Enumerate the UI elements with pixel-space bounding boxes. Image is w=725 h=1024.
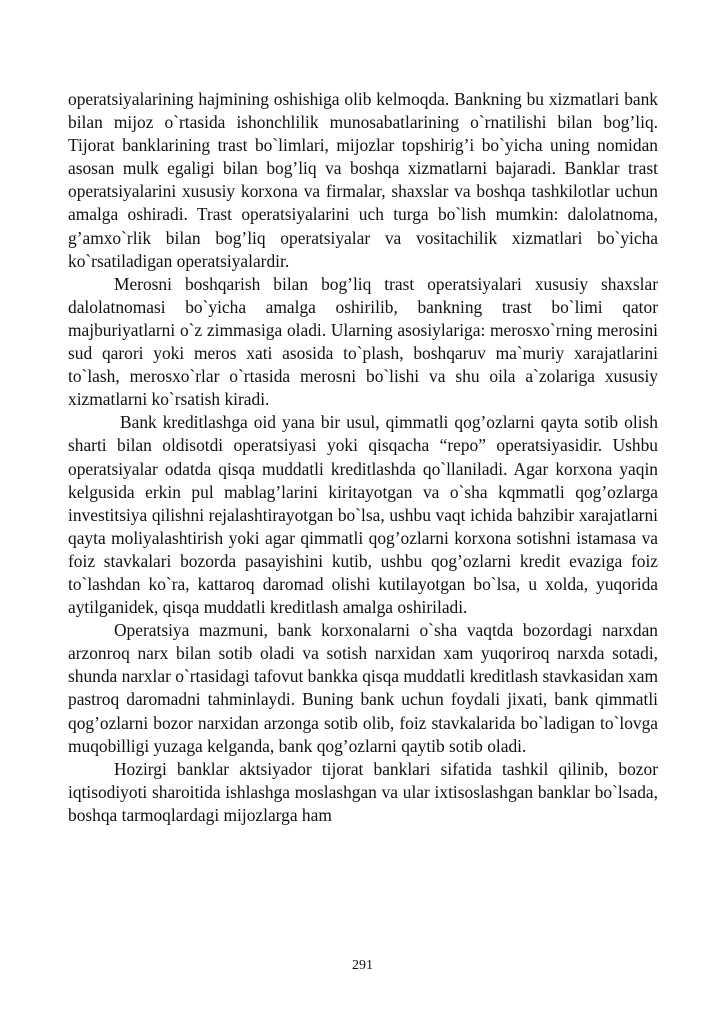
paragraph-repo-operatsiyasi: Bank kreditlashga oid yana bir usul, qimmatli qog’ozlarni qayta sotib olish sharti bilan oldisotdi operatsiyasi yoki qisqacha “repo” operatsiyasidir. Ushbu operatsiyalar odatda qisqa muddatli kreditlashda qo`llaniladi. Agar korxona yaqin kelgusida erkin pul mablag’larini kiritayotgan va o`sha kqmmatli qog’ozlarga investitsiya qilishni rejalashtirayotgan bo`lsa, ushbu vaqt ichida bahzibir xarajatlarni qayta moliyalashtirish yoki agar qimmatli qog’ozlarni korxona sotishni istamasa va foiz stavkalari bozorda pasayishini kutib, ushbu qog’ozlarni kredit evaziga foiz to`lashdan ko`ra, kattaroq daromad olishi kutilayotgan bo`lsa, u xolda, yuqorida aytilganidek, qisqa muddatli kreditlash amalga oshiriladi. bbox=[68, 412, 658, 618]
paragraph-trast-continuation: operatsiyalarining hajmining oshishiga olib kelmoqda. Bankning bu xizmatlari bank bilan mijoz o`rtasida ishonchlilik munosabatlarining o`rnatilishi bilan bog’liq. Tijorat banklarining trast bo`limlari, mijozlar topshirig’i bo`yicha uning nomidan asosan mulk egaligi bilan bog’liq va boshqa xizmatlarni bajaradi. Banklar trast operatsiyalarini xususiy korxona va firmalar, shaxslar va boshqa tashkilotlar uchun amalga oshiradi. Trast operatsiyalarini uch turga bo`lish mumkin: dalolatnoma, g’amxo`rlik bilan bog’liq operatsiyalar va vositachilik xizmatlari bo`yicha ko`rsatiladigan operatsiyalardir. bbox=[68, 89, 658, 271]
paragraph-hozirgi-banklar: Hozirgi banklar aktsiyador tijorat banklari sifatida tashkil qilinib, bozor iqtisodiyoti sharoitida ishlashga moslashgan va ular ixtisoslashgan banklar bo`lsada, boshqa tarmoqlardagi mijozlarga ham bbox=[68, 758, 658, 825]
paragraph-operatsiya-mazmuni: Operatsiya mazmuni, bank korxonalarni o`sha vaqtda bozordagi narxdan arzonroq narx bilan sotib oladi va sotish narxidan xam yuqoriroq narxda sotadi, shunda narxlar o`rtasidagi tafovut bankka qisqa muddatli kreditlash stavkasidan xam pastroq daromadni tahminlaydi. Buning bank uchun foydali jixati, bank qimmatli qog’ozlarni bozor narxidan arzonga sotib olib, foiz stavkalarida bo`ladigan to`lovga muqobilligi yuzaga kelganda, bank qog’ozlarni qaytib sotib oladi. bbox=[68, 620, 658, 756]
paragraph-meros-boshqarish: Merosni boshqarish bilan bog’liq trast operatsiyalari xususiy shaxslar dalolatnomasi bo`yicha amalga oshirilib, bankning trast bo`limi qator majburiyatlarni o`z zimmasiga oladi. Ularning asosiylariga: merosxo`rning merosini sud qarori yoki meros xati asosida to`plash, boshqaruv ma`muriy xarajatlarini to`lash, merosxo`rlar o`rtasida merosni bo`lishi va shu oila a`zolariga xususiy xizmatlarni ko`rsatish kiradi. bbox=[68, 273, 658, 410]
document-body bbox=[68, 88, 658, 827]
page-number: 291 bbox=[352, 958, 373, 973]
